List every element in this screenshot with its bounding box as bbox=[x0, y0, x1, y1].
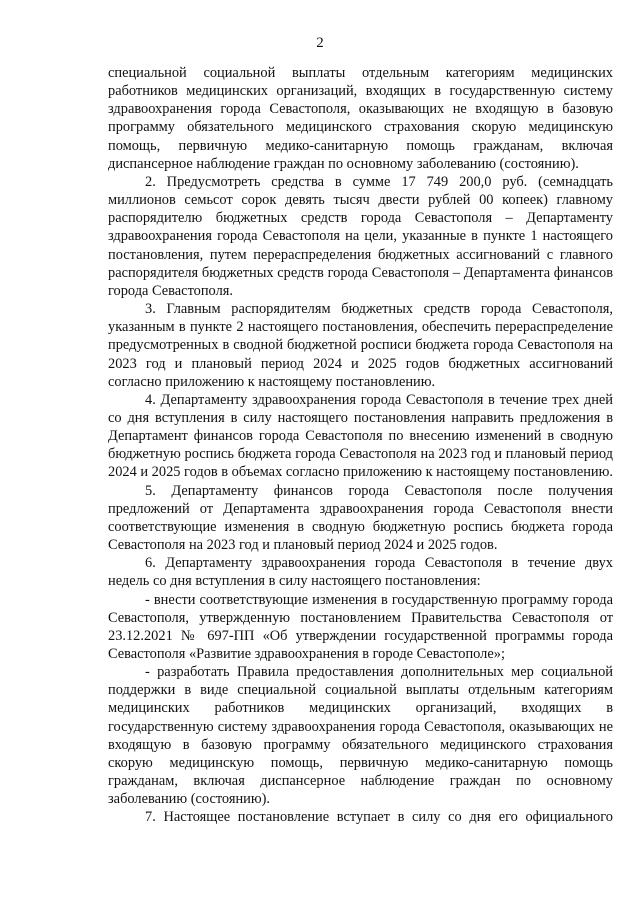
paragraph-item-3: 3. Главным распорядителям бюджетных средств города Севастополя, указанным в пункте 2 настоящего постановления, обеспечить перераспределение предусмотренных в сводной бюджетной росписи бюджета города Севастополя на 2023 год и плановый период 2024 и 2025 годов бюджетных ассигнований согласно приложению к настоящему постановлению. bbox=[108, 301, 613, 390]
paragraph-item-6-subitem-1: - внести соответствующие изменения в государственную программу города Севастополя, утвержденную постановлением Правительства Севастополя от 23.12.2021 № 697-ПП «Об утверждении государственной программы города Севастополя «Развитие здравоохранения в городе Севастополе»; bbox=[108, 591, 613, 662]
page-number: 2 bbox=[316, 35, 324, 51]
paragraph-item-4: 4. Департаменту здравоохранения города Севастополя в течение трех дней со дня вступления в силу настоящего постановления направить предложения в Департамент финансов города Севастополя по внесению изменений в сводную бюджетную роспись бюджета города Севастополя на 2023 год и плановый период 2024 и 2025 годов в объемах согласно приложению к настоящему постановлению. bbox=[108, 391, 613, 481]
paragraph-item-6-subitem-2: - разработать Правила предоставления дополнительных мер социальной поддержки в виде специальной социальной выплаты отдельным категориям медицинских работников медицинских организаций, входящих в государственную систему здравоохранения города Севастополя, оказывающих не входящую в базовую программу обязательного медицинского страхования скорую медицинскую помощь, первичную медико-санитарную помощь гражданам, включая диспансерное наблюдение граждан по основному заболеванию (состоянию). bbox=[108, 664, 613, 808]
paragraph-continuation: специальной социальной выплаты отдельным категориям медицинских работников медицинских организаций, входящих в государственную систему здравоохранения города Севастополя, оказывающих не входящую в базовую программу обязательного медицинского страхования скорую медицинскую помощь, первичную медико-санитарную помощь гражданам, включая диспансерное наблюдение граждан по основному заболеванию (состоянию). bbox=[108, 65, 613, 172]
paragraph-item-6: 6. Департаменту здравоохранения города Севастополя в течение двух недель со дня вступления в силу настоящего постановления: bbox=[108, 555, 613, 590]
document-body bbox=[108, 64, 613, 827]
paragraph-item-5: 5. Департаменту финансов города Севастополя после получения предложений от Департамента здравоохранения города Севастополя внести соответствующие изменения в сводную бюджетную роспись бюджета города Севастополя на 2023 год и плановый период 2024 и 2025 годов. bbox=[108, 482, 613, 554]
paragraph-item-2: 2. Предусмотреть средства в сумме 17 749 200,0 руб. (семнадцать миллионов семьсот сорок девять тысяч двести рублей 00 копеек) главному распорядителю бюджетных средств города Севастополя – Департаменту здравоохранения города Севастополя на цели, указанные в пункте 1 настоящего постановления, путем перераспределения бюджетных ассигнований с главного распорядителя бюджетных средств города Севастополя – Департамента финансов города Севастополя. bbox=[108, 173, 613, 299]
paragraph-item-7: 7. Настоящее постановление вступает в силу со дня его официального bbox=[145, 809, 613, 826]
